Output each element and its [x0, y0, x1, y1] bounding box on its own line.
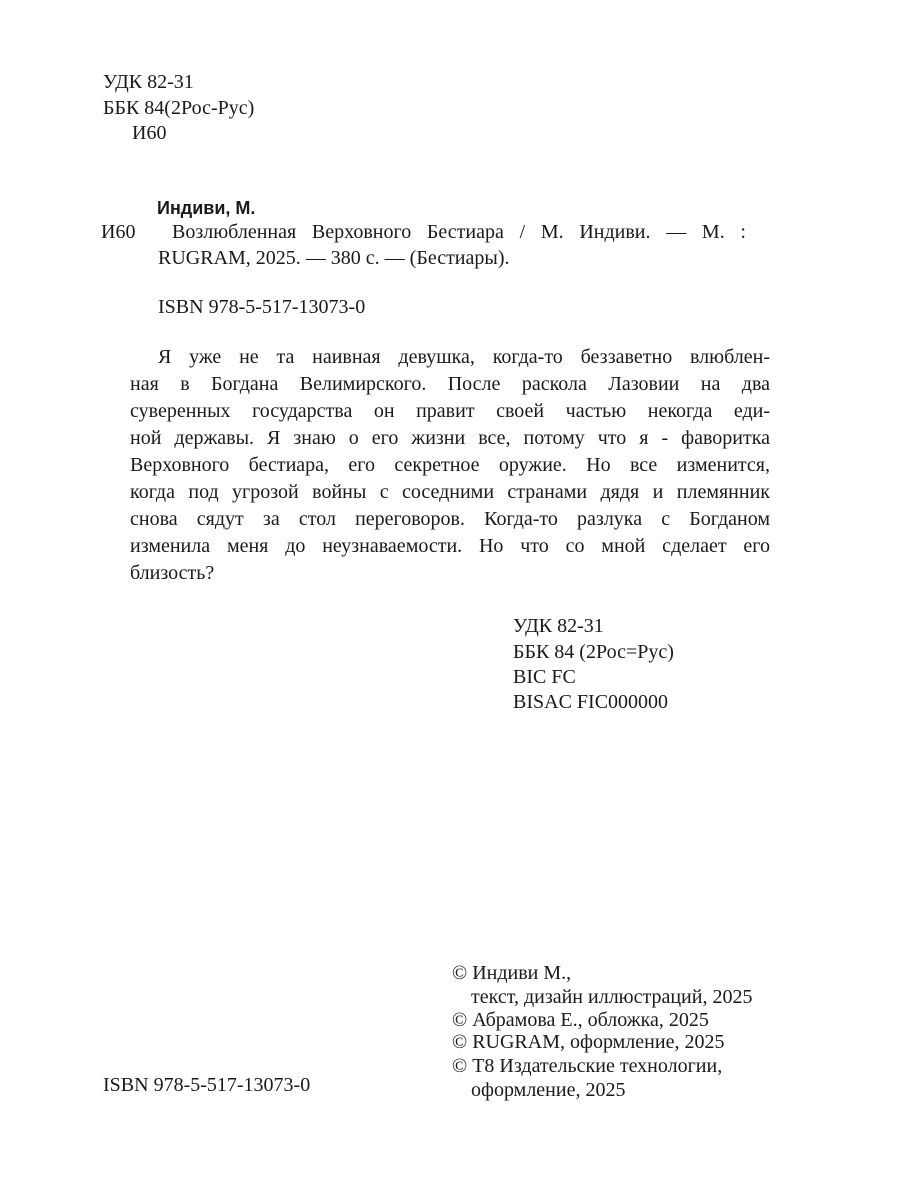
author-sign: И60: [132, 122, 167, 144]
classification-udk: УДК 82-31: [513, 615, 604, 637]
annotation-line: суверенных государства он правит своей частью некогда еди-: [130, 400, 770, 422]
annotation-line: близость?: [130, 562, 215, 584]
record-isbn: ISBN 978-5-517-13073-0: [158, 296, 366, 318]
copyright-line: © Индиви М.,: [452, 962, 572, 984]
annotation-line: ная в Богдана Велимирского. После раскола Лазовии на два: [130, 373, 770, 395]
copyright-line: © Т8 Издательские технологии,: [452, 1055, 723, 1077]
footer-isbn: ISBN 978-5-517-13073-0: [103, 1074, 311, 1096]
classification-bbk: ББК 84 (2Рос=Рус): [513, 641, 674, 663]
record-publisher-line: RUGRAM, 2025. — 380 с. — (Бестиары).: [158, 247, 510, 269]
bbk-code: ББК 84(2Рос-Рус): [103, 97, 255, 119]
copyright-line: © RUGRAM, оформление, 2025: [452, 1031, 725, 1053]
annotation-line: снова сядут за стол переговоров. Когда-то разлука с Богданом: [130, 508, 770, 530]
udk-code: УДК 82-31: [103, 71, 194, 93]
copyright-line: текст, дизайн иллюстраций, 2025: [471, 986, 753, 1008]
record-author-sign: И60: [101, 221, 136, 243]
annotation-line: ной державы. Я знаю о его жизни все, потому что я - фаворитка: [130, 427, 770, 449]
copyright-line: оформление, 2025: [471, 1079, 626, 1101]
record-title-line: Возлюбленная Верховного Бестиара / М. Индиви. — М. :: [172, 221, 746, 243]
annotation-line: Верховного бестиара, его секретное оружие. Но все изменится,: [130, 454, 770, 476]
annotation-line: изменила меня до неузнаваемости. Но что со мной сделает его: [130, 535, 770, 557]
classification-bic: BIC FC: [513, 666, 576, 688]
author-name: Индиви, М.: [157, 198, 256, 218]
annotation-line: когда под угрозой войны с соседними странами дядя и племянник: [130, 481, 770, 503]
copyright-line: © Абрамова Е., обложка, 2025: [452, 1009, 709, 1031]
classification-bisac: BISAC FIC000000: [513, 691, 669, 713]
annotation-line: Я уже не та наивная девушка, когда-то беззаветно влюблен-: [158, 346, 770, 368]
